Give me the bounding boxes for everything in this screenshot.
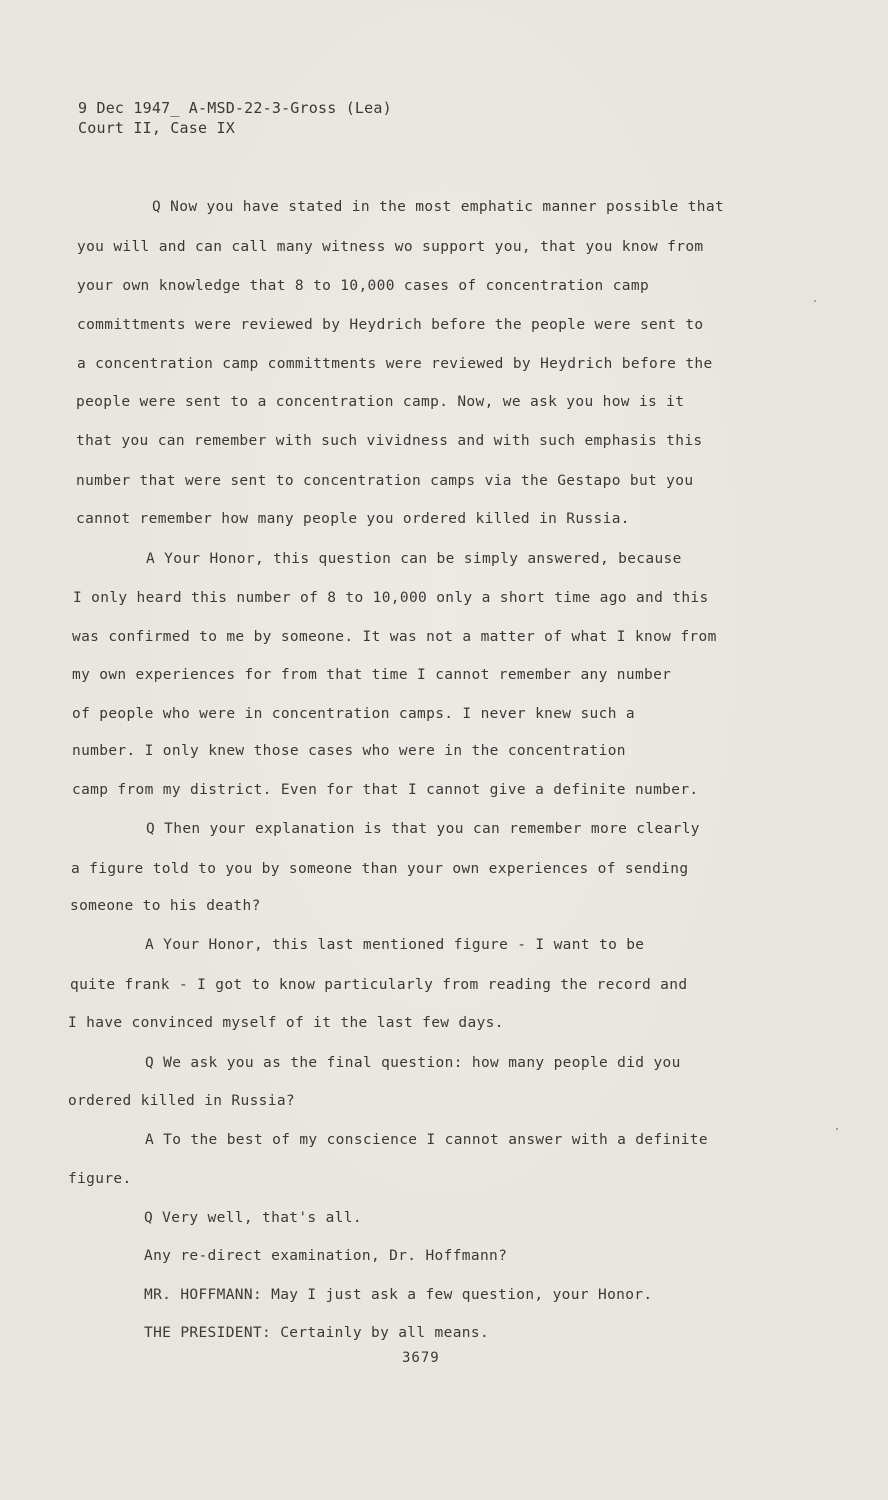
transcript-line: your own knowledge that 8 to 10,000 cases of concentration camp bbox=[77, 278, 650, 294]
transcript-line: you will and can call many witness wo support you, that you know from bbox=[77, 239, 704, 255]
transcript-line: I have convinced myself of it the last few days. bbox=[68, 1015, 504, 1031]
transcript-line: MR. HOFFMANN: May I just ask a few question, your Honor. bbox=[144, 1287, 653, 1303]
transcript-line: a figure told to you by someone than your own experiences of sending bbox=[71, 861, 689, 877]
header-court-case: Court II, Case IX bbox=[78, 119, 235, 137]
transcript-line: someone to his death? bbox=[70, 898, 261, 914]
transcript-line: Q Then your explanation is that you can remember more clearly bbox=[146, 821, 700, 837]
transcript-line: number that were sent to concentration camps via the Gestapo but you bbox=[76, 473, 694, 489]
transcript-line: of people who were in concentration camps. I never knew such a bbox=[72, 706, 635, 722]
page-number: 3679 bbox=[402, 1350, 440, 1366]
transcript-line: was confirmed to me by someone. It was not a matter of what I know from bbox=[72, 629, 717, 645]
transcript-line: a concentration camp committments were reviewed by Heydrich before the bbox=[77, 356, 713, 372]
transcript-line: committments were reviewed by Heydrich before the people were sent to bbox=[77, 317, 704, 333]
transcript-line: A To the best of my conscience I cannot answer with a definite bbox=[145, 1132, 708, 1148]
transcript-line: A Your Honor, this question can be simply answered, because bbox=[146, 551, 682, 567]
transcript-line: A Your Honor, this last mentioned figure - I want to be bbox=[145, 937, 645, 953]
transcript-line: I only heard this number of 8 to 10,000 only a short time ago and this bbox=[73, 590, 709, 606]
transcript-line: Any re-direct examination, Dr. Hoffmann? bbox=[144, 1248, 508, 1264]
transcript-line: Q Now you have stated in the most emphatic manner possible that bbox=[152, 199, 725, 215]
transcript-line: my own experiences for from that time I cannot remember any number bbox=[72, 667, 672, 683]
transcript-line: quite frank - I got to know particularly from reading the record and bbox=[70, 977, 688, 993]
transcript-line: ordered killed in Russia? bbox=[68, 1093, 295, 1109]
paper-speck bbox=[836, 1128, 838, 1130]
transcript-line: Q We ask you as the final question: how many people did you bbox=[145, 1055, 681, 1071]
transcript-line: people were sent to a concentration camp. Now, we ask you how is it bbox=[76, 394, 685, 410]
document-header bbox=[78, 98, 392, 138]
transcript-line: THE PRESIDENT: Certainly by all means. bbox=[144, 1325, 490, 1341]
transcript-line: figure. bbox=[68, 1171, 132, 1187]
transcript-line: Q Very well, that's all. bbox=[144, 1210, 362, 1226]
header-date-reference: 9 Dec 1947_ A-MSD-22-3-Gross (Lea) bbox=[78, 99, 392, 117]
transcript-line: cannot remember how many people you ordered killed in Russia. bbox=[76, 511, 630, 527]
transcript-line: that you can remember with such vividness and with such emphasis this bbox=[76, 433, 703, 449]
transcript-line: number. I only knew those cases who were in the concentration bbox=[72, 743, 626, 759]
transcript-line: camp from my district. Even for that I cannot give a definite number. bbox=[72, 782, 699, 798]
paper-speck bbox=[814, 300, 816, 302]
